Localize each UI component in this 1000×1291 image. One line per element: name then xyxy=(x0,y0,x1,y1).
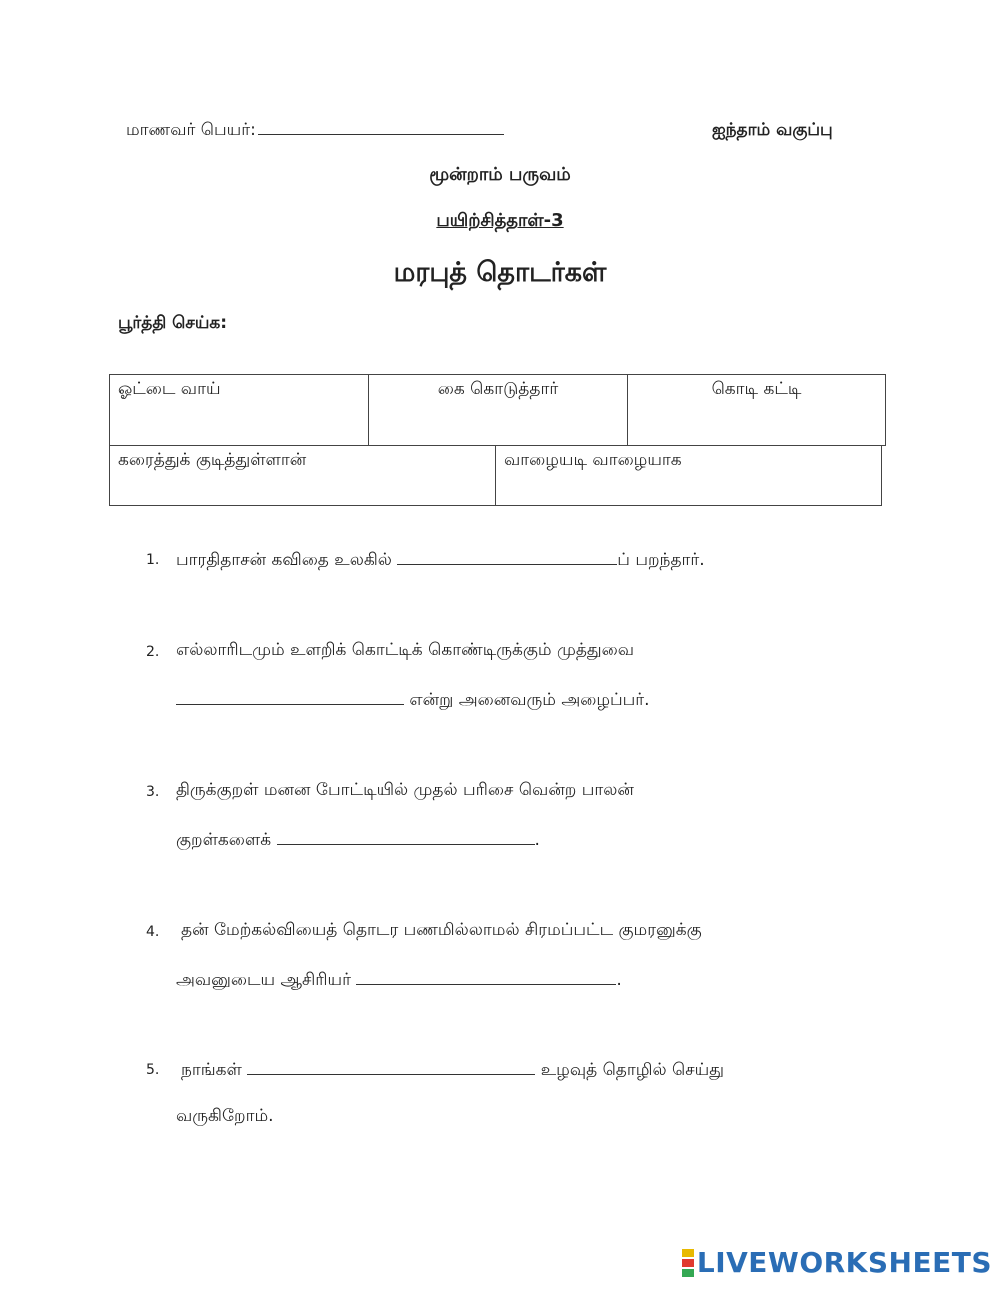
term-heading: மூன்றாம் பருவம் xyxy=(429,164,571,185)
question-number: 5. xyxy=(146,1062,160,1078)
logo-blocks-icon xyxy=(682,1248,694,1278)
word-bank-cell xyxy=(110,446,496,505)
question-number: 2. xyxy=(146,644,160,660)
word-bank-item: வாழையடி வாழையாக xyxy=(504,450,682,470)
question-text: தன் மேற்கல்வியைத் தொடர பணமில்லாமல் சிரமப்பட்ட குமரனுக்கு xyxy=(181,920,702,940)
word-bank-item: கை கொடுத்தார் xyxy=(437,379,559,399)
question-text: ப் பறந்தார். xyxy=(617,550,705,570)
student-name-blank[interactable] xyxy=(258,120,504,135)
question-number: 4. xyxy=(146,924,160,940)
page-title: மரபுத் தொடர்கள் xyxy=(393,257,607,288)
question-text: என்று அனைவரும் அழைப்பர். xyxy=(409,690,650,710)
word-bank-row-2 xyxy=(109,445,882,506)
question-text: . xyxy=(534,830,540,850)
student-name-field xyxy=(126,120,504,142)
question-text: நாங்கள் xyxy=(181,1060,242,1080)
question-text: எல்லாரிடமும் உளறிக் கொட்டிக் கொண்டிருக்கும் முத்துவை xyxy=(176,640,635,660)
student-name-label: மாணவர் பெயர்: xyxy=(126,120,256,140)
question-number: 3. xyxy=(146,784,160,800)
answer-blank[interactable] xyxy=(356,968,616,985)
word-bank-item: ஓட்டை வாய் xyxy=(118,379,221,399)
worksheet-number: பயிற்சித்தாள்-3 xyxy=(436,210,564,231)
answer-blank[interactable] xyxy=(176,688,404,705)
word-bank-cell xyxy=(110,375,369,445)
answer-blank[interactable] xyxy=(277,828,535,845)
question-text: பாரதிதாசன் கவிதை உலகில் xyxy=(176,550,392,570)
word-bank-item: கொடி கட்டி xyxy=(711,379,802,399)
word-bank-cell xyxy=(496,446,881,505)
word-bank-item: கரைத்துக் குடித்துள்ளான் xyxy=(118,450,307,470)
question-number: 1. xyxy=(146,552,160,568)
liveworksheets-logo xyxy=(682,1246,992,1279)
answer-blank[interactable] xyxy=(397,548,617,565)
word-bank-cell xyxy=(369,375,628,445)
word-bank-cell xyxy=(628,375,885,445)
question-text: உழவுத் தொழில் செய்து xyxy=(540,1060,724,1080)
answer-blank[interactable] xyxy=(247,1058,535,1075)
question-text: . xyxy=(616,970,622,990)
question-text: அவனுடைய ஆசிரியர் xyxy=(176,970,351,990)
word-bank-row-1 xyxy=(109,374,886,446)
question-text: திருக்குறள் மனன போட்டியில் முதல் பரிசை வென்ற பாலன் xyxy=(176,780,634,800)
question-text: குறள்களைக் xyxy=(176,830,272,850)
grade-label: ஐந்தாம் வகுப்பு xyxy=(712,120,833,140)
logo-text: LIVEWORKSHEETS xyxy=(696,1246,992,1279)
question-text: வருகிறோம். xyxy=(176,1106,274,1126)
instruction-text: பூர்த்தி செய்க: xyxy=(118,313,228,333)
